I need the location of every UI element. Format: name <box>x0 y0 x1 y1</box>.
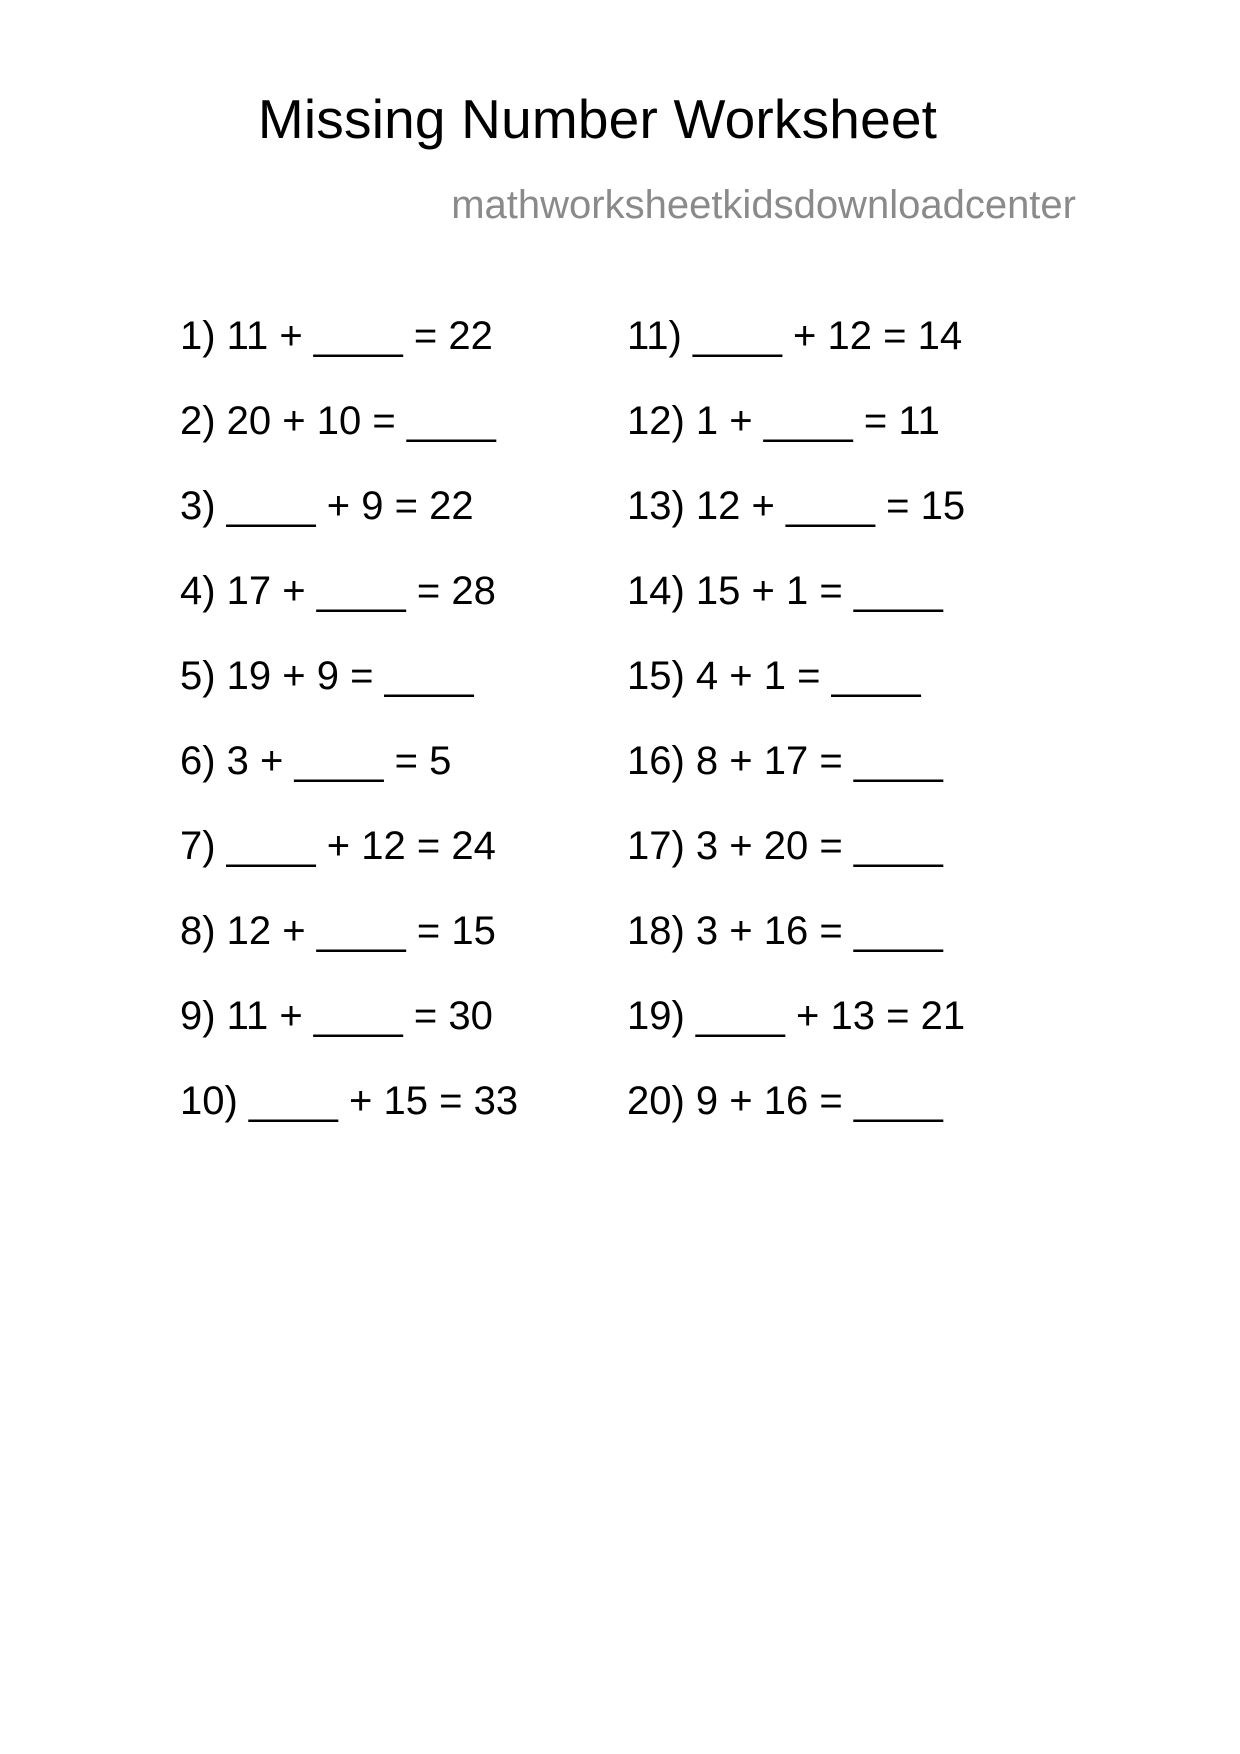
problem-1: 1) 11 + ____ = 22 <box>180 314 493 358</box>
problems-column-left <box>180 310 518 1160</box>
problem-8: 8) 12 + ____ = 15 <box>180 909 496 953</box>
problem-20: 20) 9 + 16 = ____ <box>627 1079 943 1123</box>
problem-18: 18) 3 + 16 = ____ <box>627 909 943 953</box>
problem-6: 6) 3 + ____ = 5 <box>180 739 452 783</box>
problem-5: 5) 19 + 9 = ____ <box>180 654 474 698</box>
problem-17: 17) 3 + 20 = ____ <box>627 824 943 868</box>
problem-19: 19) ____ + 13 = 21 <box>627 994 966 1038</box>
problem-13: 13) 12 + ____ = 15 <box>627 484 966 528</box>
problem-9: 9) 11 + ____ = 30 <box>180 994 493 1038</box>
problems-column-right <box>627 310 965 1160</box>
problem-15: 15) 4 + 1 = ____ <box>627 654 921 698</box>
problem-12: 12) 1 + ____ = 11 <box>627 399 940 443</box>
problem-2: 2) 20 + 10 = ____ <box>180 399 496 443</box>
problem-14: 14) 15 + 1 = ____ <box>627 569 943 613</box>
problem-11: 11) ____ + 12 = 14 <box>627 314 963 358</box>
page-title: Missing Number Worksheet <box>257 88 938 150</box>
problem-16: 16) 8 + 17 = ____ <box>627 739 943 783</box>
source-subtitle: mathworksheetkidsdownloadcenter <box>451 183 1076 227</box>
problem-7: 7) ____ + 12 = 24 <box>180 824 496 868</box>
problem-4: 4) 17 + ____ = 28 <box>180 569 496 613</box>
problem-3: 3) ____ + 9 = 22 <box>180 484 474 528</box>
problem-10: 10) ____ + 15 = 33 <box>180 1079 519 1123</box>
